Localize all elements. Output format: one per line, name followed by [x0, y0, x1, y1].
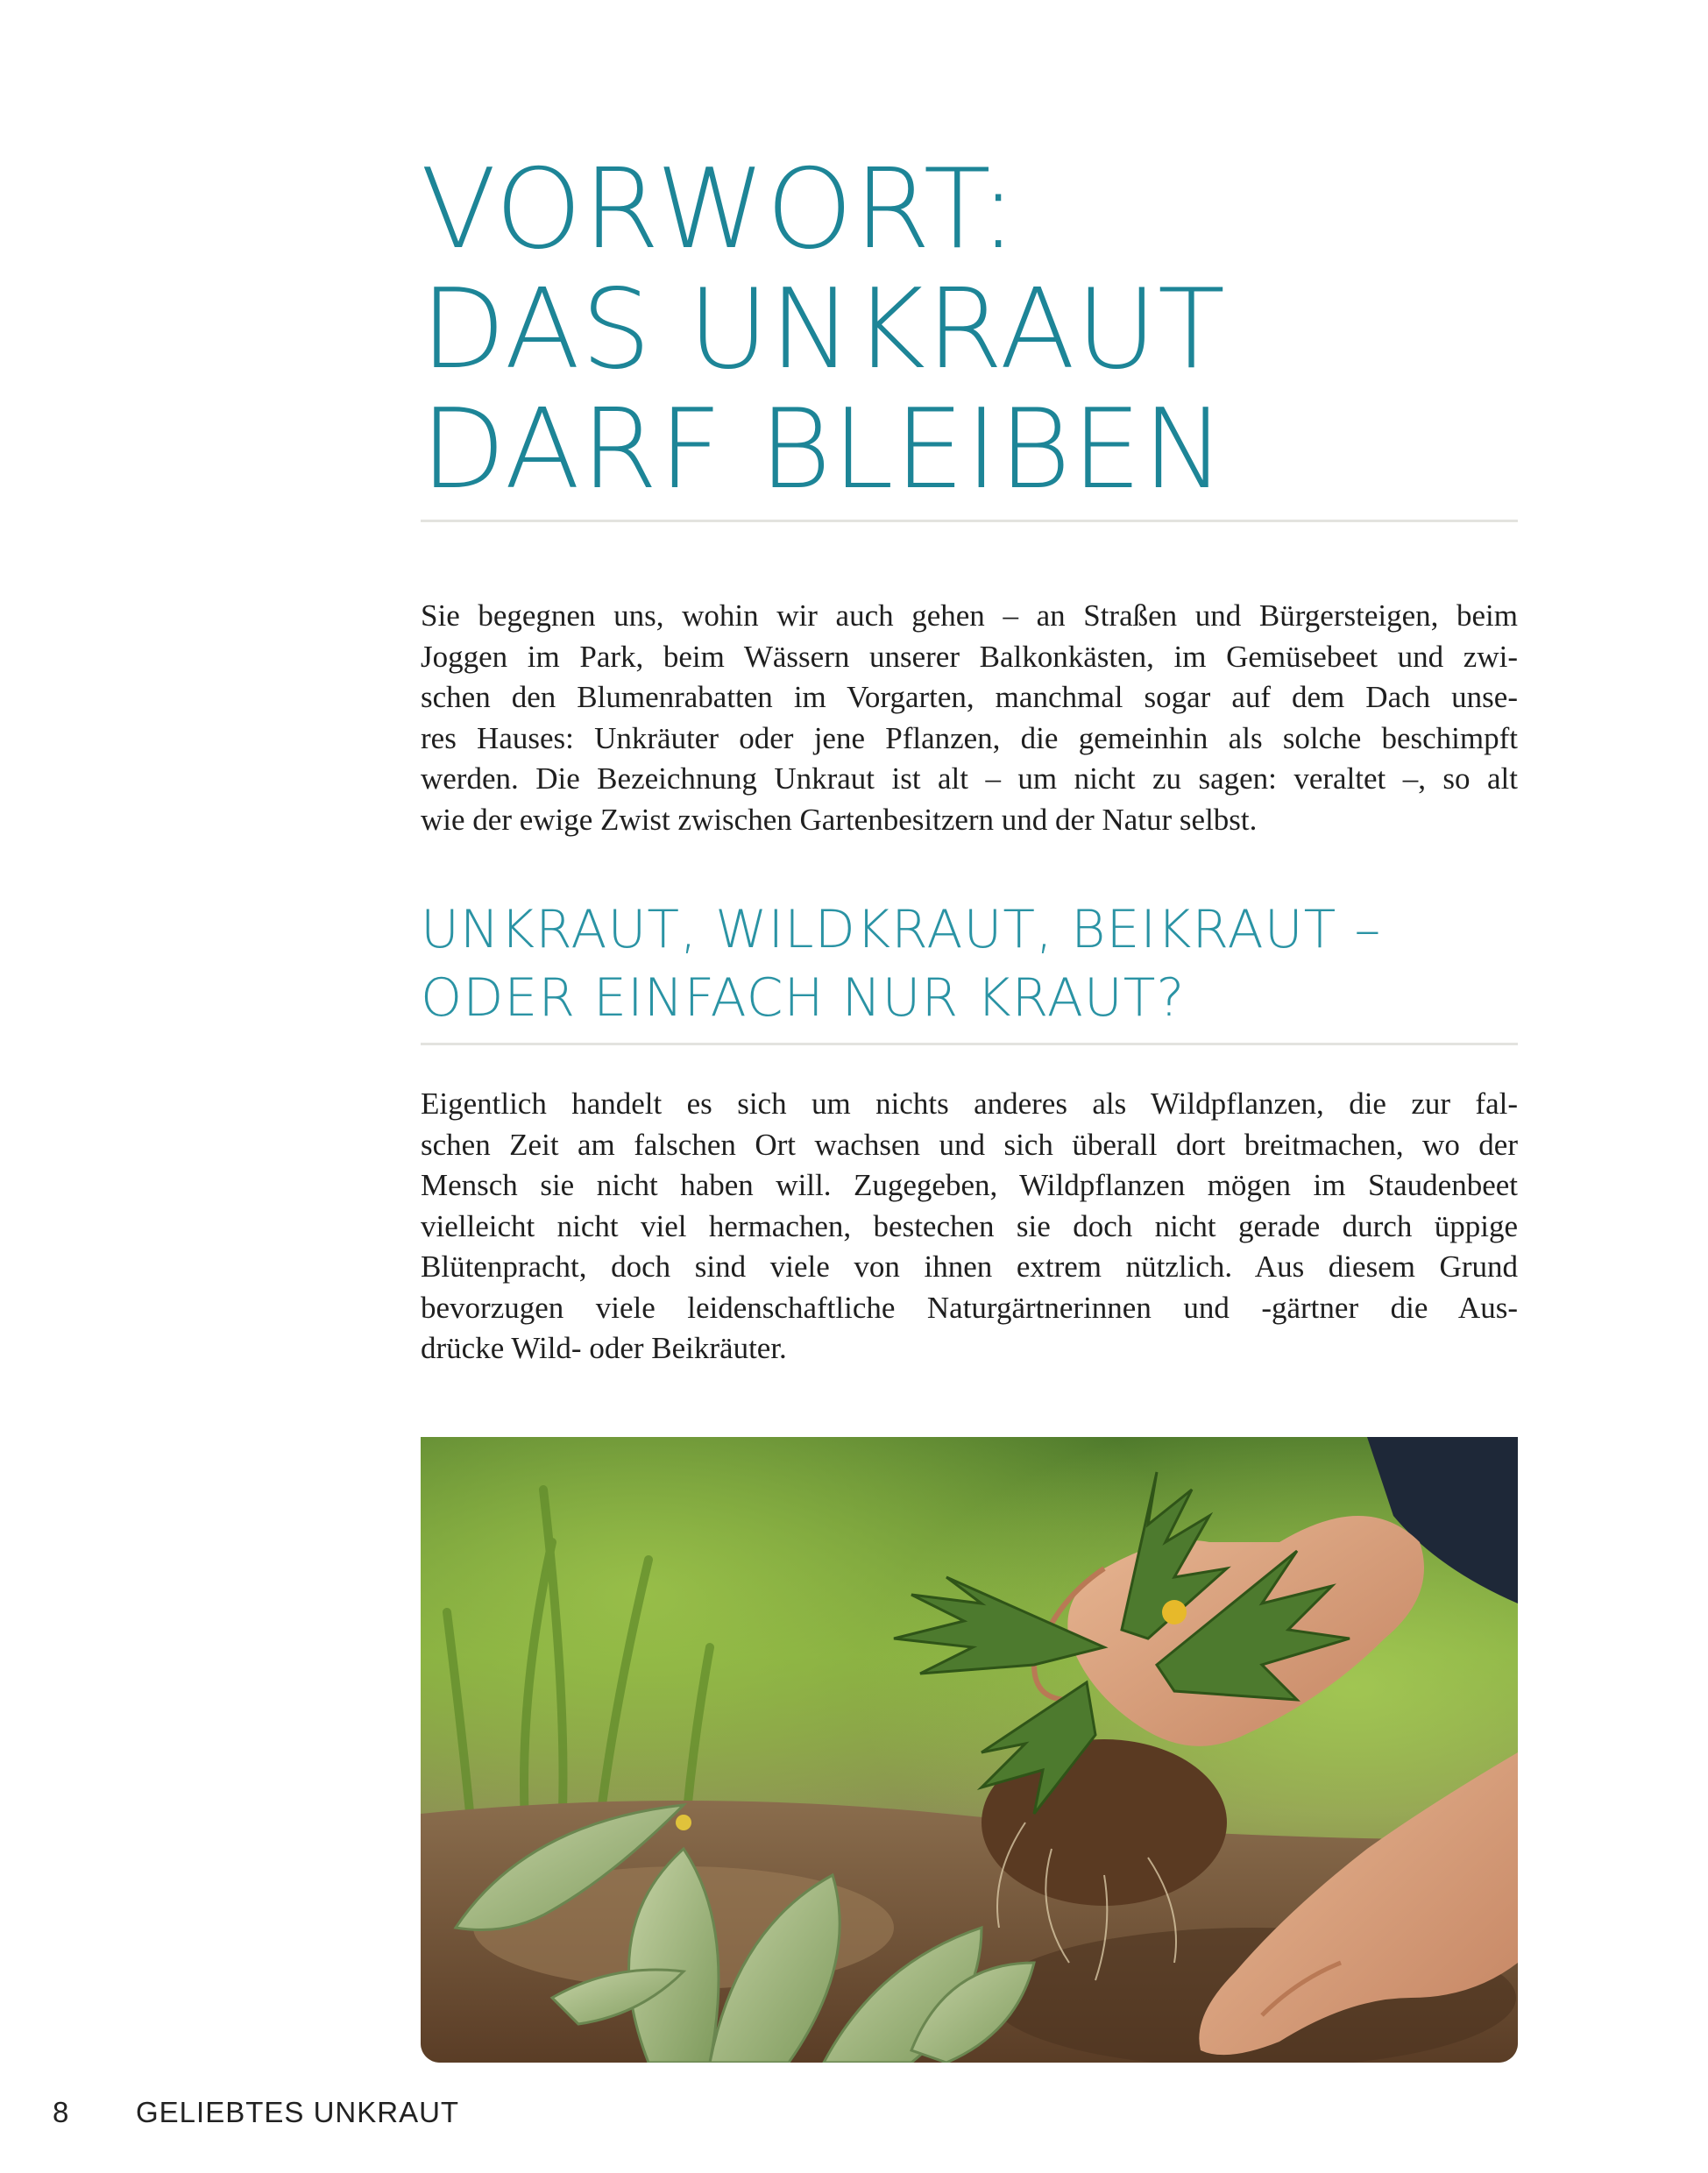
text-line: drücke Wild- oder Beikräuter. — [421, 1331, 787, 1365]
chapter-title-line: DAS UNKRAUT — [421, 265, 1226, 393]
text-line: bevorzugen viele leidenschaftliche Naturgärtnerinnen und -gärtner die Aus- — [421, 1290, 1518, 1325]
text-line: res Hauses: Unkräuter oder jene Pflanzen, die gemeinhin als solche beschimpft — [421, 720, 1518, 755]
text-line: Sie begegnen uns, wohin wir auch gehen – an Straßen und Bürgersteigen, beim — [421, 598, 1518, 633]
weeding-photo-illustration — [421, 1437, 1518, 2063]
body-paragraph — [421, 1084, 1518, 1370]
page-number: 8 — [53, 2096, 70, 2128]
title-divider — [421, 520, 1518, 522]
chapter-title-line: VORWORT: — [421, 145, 1018, 273]
weeding-photo — [421, 1437, 1518, 2063]
text-line: Eigentlich handelt es sich um nichts anderes als Wildpflanzen, die zur fal- — [421, 1086, 1518, 1121]
text-line: wie der ewige Zwist zwischen Gartenbesitzern und der Natur selbst. — [421, 802, 1258, 837]
text-line: Joggen im Park, beim Wässern unserer Balkonkästen, im Gemüsebeet und zwi- — [421, 639, 1518, 674]
text-line: werden. Die Bezeichnung Unkraut ist alt – um nicht zu sagen: veraltet –, so alt — [421, 761, 1518, 796]
text-line: Blütenpracht, doch sind viele von ihnen extrem nützlich. Aus diesem Grund — [421, 1249, 1518, 1284]
section-heading-line: ODER EINFACH NUR KRAUT? — [421, 967, 1186, 1029]
running-title: GELIEBTES UNKRAUT — [136, 2096, 460, 2128]
section-heading — [421, 895, 1560, 1032]
page-footer — [53, 2096, 459, 2129]
chapter-title — [421, 145, 1516, 513]
section-divider — [421, 1043, 1518, 1045]
text-line: vielleicht nicht viel hermachen, bestechen sie doch nicht gerade durch üppige — [421, 1208, 1518, 1243]
section-heading-line: UNKRAUT, WILDKRAUT, BEIKRAUT – — [421, 899, 1382, 960]
text-line: Mensch sie nicht haben will. Zugegeben, Wildpflanzen mögen im Staudenbeet — [421, 1168, 1518, 1202]
text-line: schen den Blumenrabatten im Vorgarten, manchmal sogar auf dem Dach unse- — [421, 680, 1518, 714]
text-line: schen Zeit am falschen Ort wachsen und sich überall dort breitmachen, wo der — [421, 1127, 1518, 1162]
chapter-title-line: DARF BLEIBEN — [421, 385, 1226, 513]
intro-paragraph — [421, 596, 1518, 840]
